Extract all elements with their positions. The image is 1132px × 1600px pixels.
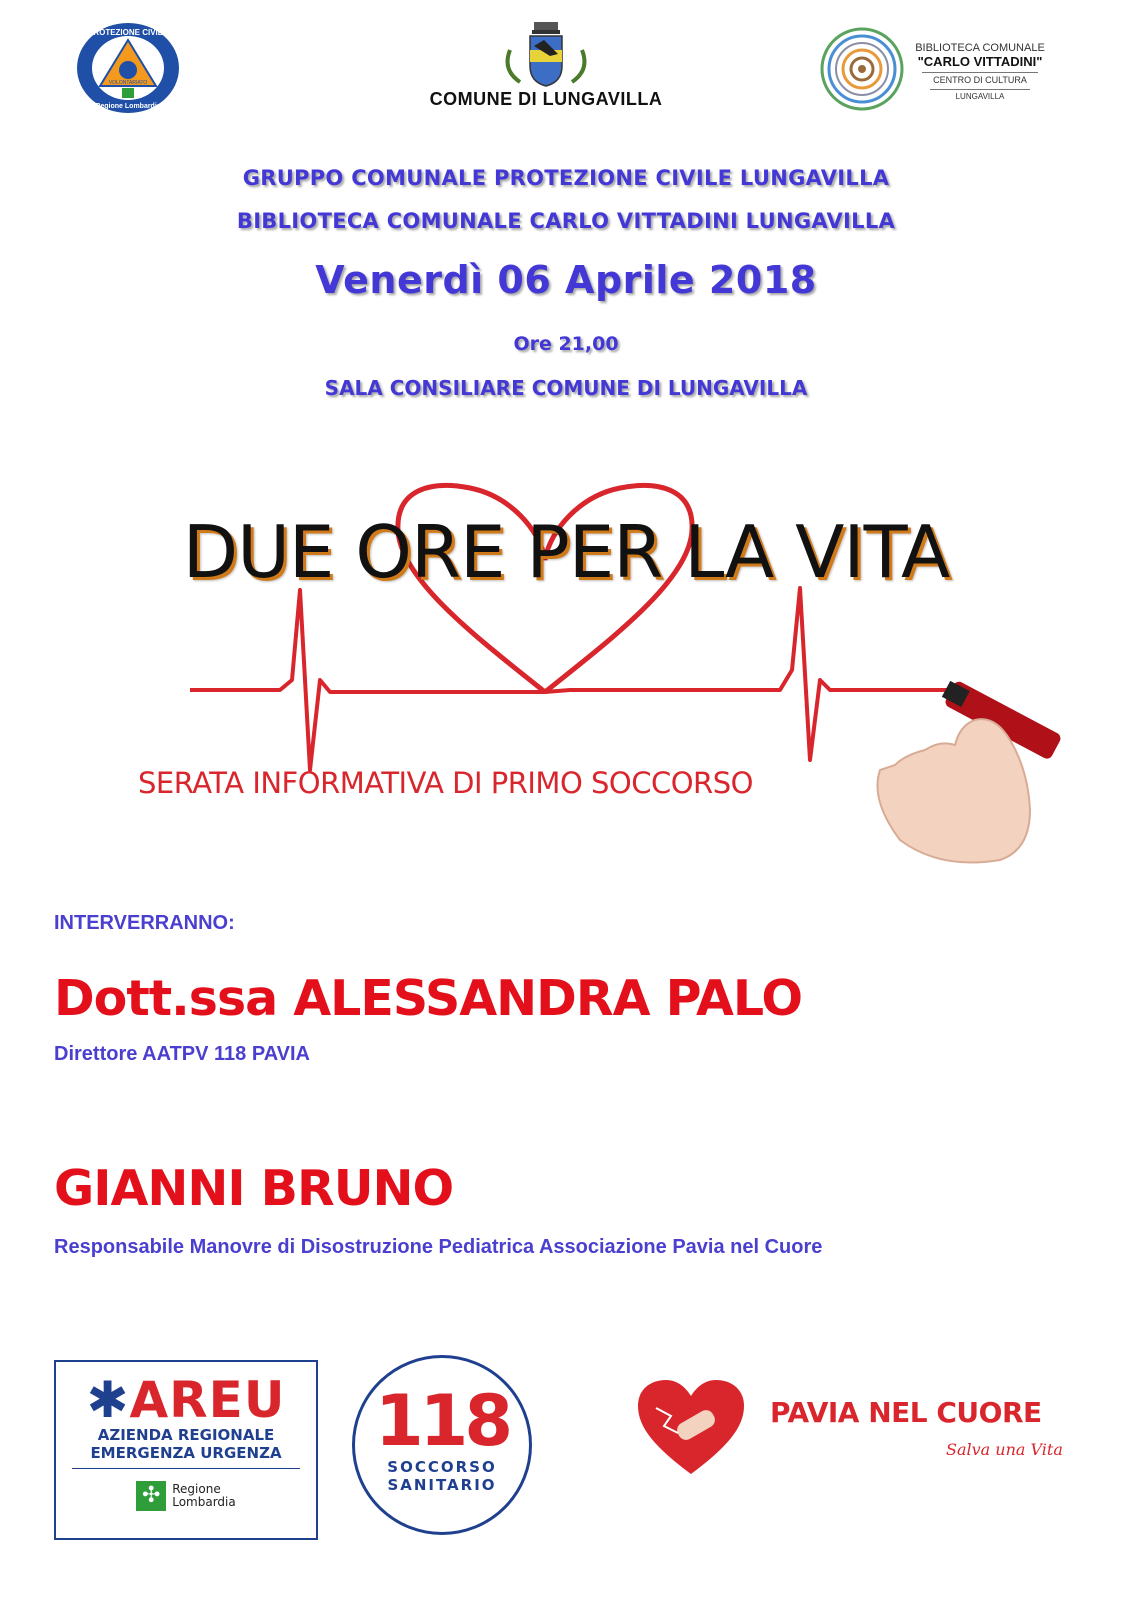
biblioteca-line4: LUNGAVILLA (930, 89, 1030, 101)
areu-region2: Lombardia (172, 1495, 236, 1509)
event-date: Venerdì 06 Aprile 2018 (315, 258, 817, 302)
event-venue: SALA CONSILIARE COMUNE DI LUNGAVILLA (324, 376, 808, 400)
pc-bottom-text: Regione Lombardia (95, 103, 161, 110)
areu-acronym: AREU (129, 1371, 286, 1429)
areu-logo (54, 1360, 318, 1540)
event-title: DUE ORE PER LA VITA (182, 510, 950, 594)
pavia-heart-icon (636, 1378, 746, 1478)
coat-of-arms-icon (500, 20, 592, 90)
biblioteca-line3: CENTRO DI CULTURA (922, 72, 1038, 85)
areu-line2: EMERGENZA URGENZA (72, 1444, 300, 1469)
pc-top-text: PROTEZIONE CIVILE (87, 28, 169, 37)
comune-label: COMUNE DI LUNGAVILLA (429, 89, 663, 109)
areu-line1: AZIENDA REGIONALE (97, 1426, 275, 1444)
speakers-label: INTERVERRANNO: (54, 912, 235, 934)
hand-icon (878, 719, 1031, 862)
event-time: Ore 21,00 (513, 333, 619, 355)
biblioteca-line2: "CARLO VITTADINI" (917, 54, 1043, 69)
areu-region1: Regione (172, 1482, 221, 1496)
speaker-2-name: GIANNI BRUNO (54, 1160, 454, 1217)
organizer-line-2: BIBLIOTECA COMUNALE CARLO VITTADINI LUNGAVILLA (236, 209, 896, 233)
lombardia-icon: ✣ (136, 1481, 166, 1511)
speaker-2-role: Responsabile Manovre di Disostruzione Pediatrica Associazione Pavia nel Cuore (54, 1236, 823, 1258)
speaker-1-name: Dott.ssa ALESSANDRA PALO (54, 970, 803, 1027)
soccorso-line2: SANITARIO (387, 1476, 497, 1494)
event-subtitle: SERATA INFORMATIVA DI PRIMO SOCCORSO (138, 766, 753, 800)
star-of-life-icon: ✱ (86, 1371, 130, 1429)
pavia-name: PAVIA NEL CUORE (770, 1396, 1042, 1429)
soccorso-number: 118 (374, 1380, 510, 1462)
protezione-civile-logo (76, 22, 180, 114)
pavia-tagline: Salva una Vita (946, 1440, 1063, 1459)
biblioteca-logo-icon (818, 26, 906, 112)
biblioteca-line1: BIBLIOTECA COMUNALE (915, 42, 1045, 54)
organizer-line-1: GRUPPO COMUNALE PROTEZIONE CIVILE LUNGAVILLA (242, 166, 890, 190)
ecg-line-icon (190, 588, 960, 770)
biblioteca-text-block (912, 42, 1048, 101)
soccorso-line1: SOCCORSO (387, 1458, 497, 1476)
soccorso-118-logo (352, 1355, 532, 1535)
pc-inner-text: VOLONTARIATO (108, 80, 148, 86)
speaker-1-role: Direttore AATPV 118 PAVIA (54, 1043, 310, 1065)
